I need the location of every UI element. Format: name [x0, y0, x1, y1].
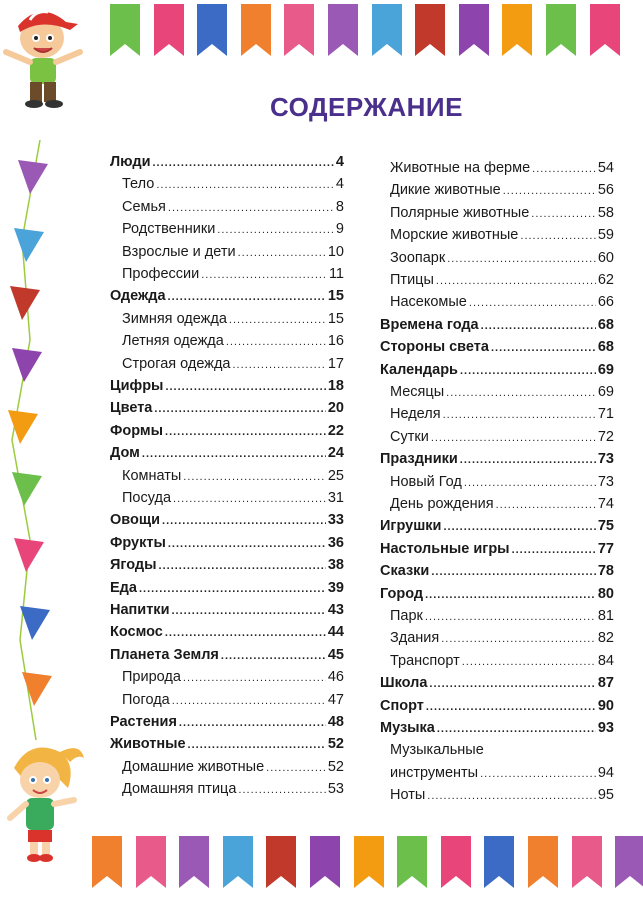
toc-entry[interactable] — [122, 468, 344, 488]
toc-entry[interactable] — [390, 474, 614, 494]
toc-page-number: 68 — [597, 339, 614, 356]
toc-page-number: 73 — [597, 473, 614, 490]
bunting-flag — [179, 836, 209, 888]
toc-entry[interactable] — [110, 400, 344, 420]
toc-entry-label: Комнаты — [122, 467, 182, 484]
toc-entry[interactable] — [380, 586, 614, 606]
toc-page-number: 18 — [327, 378, 344, 394]
toc-page-number: 66 — [597, 294, 614, 311]
toc-page-number: 52 — [327, 736, 344, 753]
bunting-flag — [110, 4, 140, 56]
toc-page-number: 56 — [597, 182, 614, 199]
toc-leader-dots — [172, 695, 326, 707]
bunting-flag — [14, 228, 44, 262]
boy-cartoon-icon — [0, 0, 90, 115]
toc-entry[interactable] — [390, 384, 614, 404]
bunting-flag — [528, 836, 558, 888]
toc-entry-label: Летняя одежда — [122, 333, 224, 350]
toc-entry[interactable] — [122, 692, 344, 712]
toc-entry[interactable] — [390, 496, 614, 516]
toc-page-number: 62 — [597, 272, 614, 288]
toc-entry[interactable] — [390, 787, 614, 807]
toc-entry[interactable] — [380, 563, 614, 583]
toc-page-number: 54 — [597, 160, 614, 176]
toc-page-number: 4 — [335, 176, 344, 193]
toc-leader-dots — [201, 269, 327, 281]
toc-entry[interactable] — [122, 759, 344, 779]
toc-leader-dots — [431, 432, 596, 444]
toc-leader-dots — [142, 448, 326, 460]
toc-entry-label: Настольные игры — [380, 540, 510, 557]
bunting-flag — [502, 4, 532, 56]
toc-leader-dots — [441, 633, 596, 645]
toc-leader-dots — [217, 224, 334, 236]
toc-page-number: 87 — [597, 675, 614, 692]
toc-entry[interactable] — [390, 765, 614, 785]
toc-leader-dots — [491, 342, 596, 354]
toc-page-number: 52 — [327, 758, 344, 775]
toc-page-number: 53 — [327, 781, 344, 798]
page-title: СОДЕРЖАНИЕ — [270, 92, 463, 122]
toc-leader-dots — [179, 717, 326, 729]
toc-leader-dots — [171, 605, 325, 617]
toc-page-number: 43 — [327, 602, 344, 618]
toc-page-number: 69 — [597, 361, 614, 378]
toc-entry-label: Игрушки — [380, 518, 442, 535]
toc-entry[interactable] — [110, 647, 344, 667]
toc-entry-label: Музыкальные — [390, 742, 484, 759]
bunting-flag — [266, 836, 296, 888]
toc-entry-label: Космос — [110, 624, 163, 641]
toc-entry[interactable] — [122, 176, 344, 196]
toc-leader-dots — [481, 320, 596, 332]
toc-page-number: 80 — [597, 585, 614, 602]
toc-entry-label: Природа — [122, 669, 181, 686]
toc-entry[interactable] — [110, 512, 344, 532]
toc-leader-dots — [159, 560, 326, 572]
toc-entry-label: Планета Земля — [110, 646, 219, 663]
toc-entry-label: Еда — [110, 579, 137, 596]
toc-page-number: 39 — [327, 579, 344, 596]
toc-page-number: 45 — [327, 646, 344, 663]
bunting-flag — [484, 836, 514, 888]
toc-leader-dots — [447, 253, 596, 265]
toc-page-number: 11 — [328, 266, 344, 282]
toc-entry[interactable] — [122, 221, 344, 241]
toc-entry[interactable] — [380, 675, 614, 695]
bunting-flag — [615, 836, 643, 888]
top-bunting-flags — [0, 0, 643, 60]
toc-page-number: 47 — [327, 691, 344, 708]
toc-leader-dots — [188, 739, 326, 751]
toc-page-number: 71 — [597, 406, 614, 423]
toc-page-number: 20 — [327, 400, 344, 417]
toc-entry-label: Формы — [110, 422, 164, 439]
toc-leader-dots — [165, 627, 326, 639]
toc-entry-line — [390, 742, 484, 762]
toc-leader-dots — [443, 409, 596, 421]
bunting-flag — [18, 160, 48, 194]
toc-leader-dots — [168, 291, 326, 303]
toc-entry[interactable] — [380, 720, 614, 740]
bunting-flag — [459, 4, 489, 56]
toc-page-number: 77 — [597, 540, 614, 557]
toc-page-number: 24 — [327, 445, 344, 462]
toc-entry-label: Зоопарк — [390, 249, 446, 266]
toc-leader-dots — [512, 544, 596, 556]
toc-page-number: 82 — [597, 630, 614, 647]
toc-entry[interactable] — [122, 356, 344, 376]
toc-entry[interactable] — [390, 250, 614, 270]
bunting-flag — [12, 472, 42, 506]
toc-leader-dots — [425, 611, 596, 623]
toc-entry-label: Фрукты — [110, 534, 166, 551]
toc-page-number: 10 — [327, 243, 344, 260]
bunting-flag — [572, 836, 602, 888]
bunting-flag — [92, 836, 122, 888]
bunting-flag — [14, 538, 44, 572]
bunting-flag — [20, 606, 50, 640]
toc-leader-dots — [464, 477, 596, 489]
toc-page-number: 4 — [335, 154, 344, 170]
toc-leader-dots — [162, 515, 326, 527]
toc-leader-dots — [436, 275, 596, 287]
toc-leader-dots — [460, 454, 596, 466]
toc-entry[interactable] — [380, 317, 614, 337]
toc-entry-label: Сутки — [390, 428, 429, 445]
toc-leader-dots — [425, 589, 596, 601]
toc-entry-label: Морские животные — [390, 227, 519, 244]
toc-page-number: 36 — [327, 534, 344, 551]
toc-entry-label: Люди — [110, 154, 151, 170]
toc-entry-label: Полярные животные — [390, 204, 530, 221]
toc-entry[interactable] — [390, 182, 614, 202]
toc-page-number: 73 — [597, 451, 614, 468]
toc-entry-label: Животные на ферме — [390, 160, 531, 176]
toc-entry[interactable] — [390, 630, 614, 650]
toc-entry[interactable] — [390, 272, 614, 292]
toc-entry[interactable] — [110, 154, 344, 174]
toc-entry[interactable] — [390, 205, 614, 225]
toc-entry-label: Месяцы — [390, 384, 445, 400]
toc-entry[interactable] — [380, 451, 614, 471]
toc-page-number: 15 — [327, 310, 344, 327]
bunting-flag — [12, 348, 42, 382]
toc-page-number: 69 — [597, 384, 614, 400]
toc-leader-dots — [496, 499, 596, 511]
toc-entry-label: Родственники — [122, 221, 216, 238]
toc-entry-label: Домашние животные — [122, 758, 265, 775]
toc-leader-dots — [226, 336, 326, 348]
toc-entry[interactable] — [110, 378, 344, 398]
toc-entry-label: Семья — [122, 198, 166, 215]
toc-page-number: 48 — [327, 714, 344, 730]
toc-leader-dots — [238, 247, 326, 259]
toc-leader-dots — [443, 521, 595, 533]
toc-entry[interactable] — [110, 714, 344, 734]
toc-leader-dots — [532, 163, 596, 175]
toc-entry[interactable] — [122, 669, 344, 689]
toc-leader-dots — [427, 790, 596, 802]
toc-entry-label: Неделя — [390, 406, 441, 423]
toc-entry[interactable] — [110, 624, 344, 644]
toc-entry-label: Погода — [122, 691, 170, 708]
bunting-flag — [590, 4, 620, 56]
toc-entry-label: Спорт — [380, 697, 424, 714]
toc-page-number: 17 — [327, 355, 344, 372]
toc-leader-dots — [183, 471, 326, 483]
toc-entry[interactable] — [390, 429, 614, 449]
toc-leader-dots — [437, 723, 596, 735]
bunting-flag — [372, 4, 402, 56]
toc-entry-label: Времена года — [380, 316, 479, 333]
toc-entry[interactable] — [110, 736, 344, 756]
toc-entry-label: Дикие животные — [390, 182, 501, 199]
toc-leader-dots — [431, 566, 596, 578]
toc-entry[interactable] — [110, 602, 344, 622]
toc-entry[interactable] — [380, 339, 614, 359]
bunting-flag — [354, 836, 384, 888]
toc-page-number: 22 — [327, 422, 344, 439]
toc-page-number: 95 — [597, 787, 614, 804]
toc-leader-dots — [520, 230, 595, 242]
toc-entry[interactable] — [380, 698, 614, 718]
toc-leader-dots — [462, 656, 596, 668]
toc-leader-dots — [221, 650, 326, 662]
toc-leader-dots — [429, 678, 595, 690]
toc-entry-label: Транспорт — [390, 652, 460, 669]
toc-page-number: 44 — [327, 624, 344, 641]
toc-page-number: 9 — [335, 221, 344, 238]
toc-entry[interactable] — [390, 406, 614, 426]
toc-entry[interactable] — [380, 541, 614, 561]
toc-page-number: 60 — [597, 249, 614, 266]
toc-leader-dots — [173, 493, 326, 505]
toc-page-number: 25 — [327, 467, 344, 484]
toc-leader-dots — [168, 538, 326, 550]
toc-page-number: 78 — [597, 563, 614, 580]
bunting-flag — [415, 4, 445, 56]
toc-leader-dots — [233, 359, 326, 371]
toc-entry[interactable] — [122, 266, 344, 286]
toc-entry-label: Ноты — [390, 787, 426, 804]
toc-entry[interactable] — [390, 653, 614, 673]
toc-leader-dots — [165, 426, 326, 438]
bunting-flag — [441, 836, 471, 888]
toc-entry-label: Ягоды — [110, 557, 157, 574]
toc-leader-dots — [503, 185, 596, 197]
toc-entry[interactable] — [122, 781, 344, 801]
toc-entry[interactable] — [380, 362, 614, 382]
bunting-flag — [241, 4, 271, 56]
toc-entry-label: Насекомые — [390, 294, 467, 311]
toc-entry[interactable] — [110, 288, 344, 308]
toc-entry-label: Праздники — [380, 451, 458, 468]
toc-entry-label: Школа — [380, 675, 428, 692]
bunting-flag — [397, 836, 427, 888]
toc-page-number: 31 — [327, 490, 344, 506]
toc-page-number: 93 — [597, 720, 614, 736]
toc-entry-label: Здания — [390, 630, 440, 647]
toc-entry-label: Животные — [110, 736, 186, 753]
toc-leader-dots — [426, 701, 596, 713]
toc-entry[interactable] — [110, 423, 344, 443]
toc-page-number: 59 — [597, 227, 614, 244]
toc-page-number: 81 — [597, 608, 614, 624]
bunting-flag — [154, 4, 184, 56]
toc-entry-label: Домашняя птица — [122, 781, 237, 798]
toc-entry-label: Строгая одежда — [122, 355, 231, 372]
toc-entry[interactable] — [122, 311, 344, 331]
bottom-bunting-flags — [0, 832, 643, 892]
toc-entry[interactable] — [110, 580, 344, 600]
toc-entry-label: Календарь — [380, 361, 458, 378]
toc-entry-label: Напитки — [110, 602, 170, 618]
toc-page-number: 46 — [327, 669, 344, 686]
bunting-flag — [328, 4, 358, 56]
toc-page-number: 84 — [597, 652, 614, 669]
toc-entry-label: Дом — [110, 445, 140, 462]
side-bunting-flags — [0, 140, 70, 760]
toc-entry[interactable] — [122, 199, 344, 219]
toc-entry-label: Стороны света — [380, 339, 489, 356]
bunting-flag — [310, 836, 340, 888]
toc-leader-dots — [229, 314, 326, 326]
toc-page-number: 68 — [597, 316, 614, 333]
toc-page-number: 72 — [597, 428, 614, 445]
toc-entry-label: Город — [380, 585, 424, 602]
toc-leader-dots — [156, 179, 334, 191]
toc-leader-dots — [152, 157, 333, 169]
toc-leader-dots — [469, 297, 596, 309]
toc-entry[interactable] — [122, 490, 344, 510]
toc-entry-label: День рождения — [390, 496, 494, 512]
bunting-flag — [22, 672, 52, 706]
toc-entry-label: Новый Год — [390, 473, 462, 490]
toc-entry-label: Цвета — [110, 400, 153, 417]
toc-leader-dots — [154, 403, 326, 415]
toc-entry-label: Парк — [390, 608, 423, 624]
toc-leader-dots — [480, 768, 596, 780]
toc-entry-label: Овощи — [110, 512, 161, 529]
toc-page-number: 38 — [327, 557, 344, 574]
toc-page-number: 90 — [597, 697, 614, 714]
bunting-flag — [546, 4, 576, 56]
toc-entry-label: Сказки — [380, 563, 430, 580]
toc-entry[interactable] — [122, 333, 344, 353]
toc-entry-label: Одежда — [110, 288, 166, 305]
toc-entry-label: Тело — [122, 176, 155, 193]
bunting-flag — [10, 286, 40, 320]
toc-entry-label: Птицы — [390, 272, 434, 288]
toc-entry-label: Растения — [110, 714, 177, 730]
toc-page-number: 33 — [327, 512, 344, 529]
toc-entry[interactable] — [380, 518, 614, 538]
toc-leader-dots — [238, 784, 325, 796]
toc-page-number: 15 — [327, 288, 344, 305]
toc-leader-dots — [531, 208, 596, 220]
toc-entry[interactable] — [390, 294, 614, 314]
toc-entry-label: Зимняя одежда — [122, 310, 227, 327]
bunting-flag — [223, 836, 253, 888]
bunting-flag — [284, 4, 314, 56]
toc-leader-dots — [139, 583, 326, 595]
toc-page-number: 74 — [597, 496, 614, 512]
toc-entry-label: Музыка — [380, 720, 435, 736]
toc-entry-label: Профессии — [122, 266, 200, 282]
toc-page-number: 58 — [597, 204, 614, 221]
toc-entry-label: Посуда — [122, 490, 172, 506]
toc-leader-dots — [460, 365, 596, 377]
toc-page-number: 8 — [335, 198, 344, 215]
toc-entry[interactable] — [110, 445, 344, 465]
toc-leader-dots — [183, 672, 326, 684]
toc-leader-dots — [266, 762, 326, 774]
toc-page-number: 16 — [327, 333, 344, 350]
toc-entry[interactable] — [110, 557, 344, 577]
toc-entry-label: Взрослые и дети — [122, 243, 236, 260]
toc-entry-label: Цифры — [110, 378, 164, 394]
toc-entry[interactable] — [110, 535, 344, 555]
toc-leader-dots — [165, 381, 325, 393]
toc-leader-dots — [168, 202, 334, 214]
toc-entry[interactable] — [390, 227, 614, 247]
toc-page-number: 94 — [597, 764, 614, 781]
toc-entry[interactable] — [122, 244, 344, 264]
toc-page-number: 75 — [597, 518, 614, 535]
toc-entry[interactable] — [390, 160, 614, 180]
bunting-flag — [136, 836, 166, 888]
toc-entry-label: инструменты — [390, 764, 479, 781]
girl-cartoon-icon — [0, 738, 90, 868]
toc-leader-dots — [446, 387, 596, 399]
bunting-flag — [197, 4, 227, 56]
toc-entry[interactable] — [390, 608, 614, 628]
